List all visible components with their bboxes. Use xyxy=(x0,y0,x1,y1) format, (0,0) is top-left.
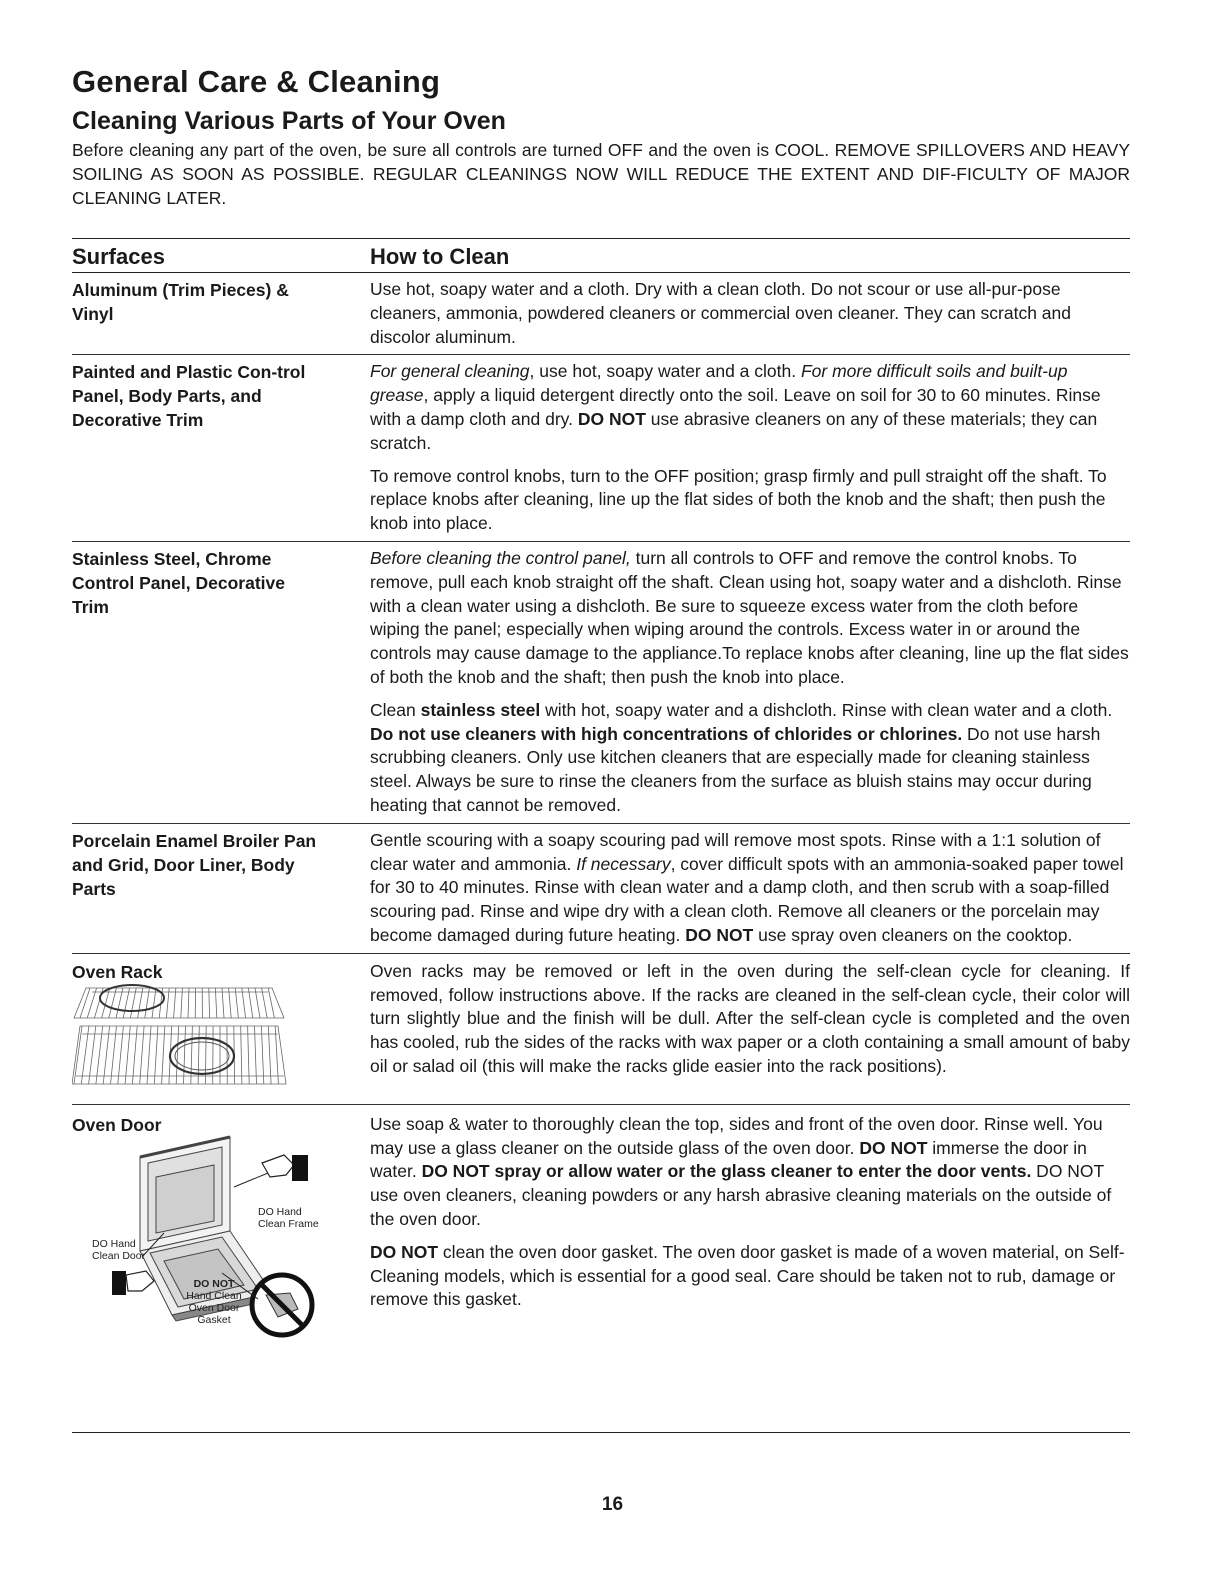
emphasis-text: DO NOT xyxy=(859,1137,928,1158)
emphasis-text: DO NOT xyxy=(577,408,646,429)
callout-hand-clean-frame: DO Hand Clean Frame xyxy=(258,1205,319,1230)
body-text: use spray oven cleaners on the cooktop. xyxy=(753,924,1073,945)
instruction-paragraph xyxy=(370,360,1130,455)
page-number: 16 xyxy=(601,1494,624,1515)
table-row xyxy=(72,542,1130,824)
surface-cell xyxy=(72,547,370,818)
footer-divider xyxy=(72,1432,1130,1433)
cleaning-table xyxy=(72,238,1130,1366)
how-to-clean-cell xyxy=(370,1113,1130,1361)
surface-name: Painted and Plastic Con-trol Panel, Body Parts, and Decorative Trim xyxy=(72,362,306,431)
body-text: turn all controls to OFF and remove the control knobs. To remove, pull each knob straight off the shaft. Clean using hot, soapy water and a dishcloth. Rinse with a clean water using a dishcloth. Be sure to squeeze excess water from the cloth before wiping the panel; especially when wiping around the controls. Excess water in or around the controls may cause damage to the appliance.To replace knobs after cleaning, line up the flat sides of both the knob and the shaft; then push the knob into place. xyxy=(370,547,1129,687)
body-text: , cover difficult spots with an ammonia-soaked paper towel for 30 to 40 minutes. Rinse with clean water and a damp cloth, and then scrub with a soap-filled scouring pad. Rinse and wipe dry with a clean cloth. Remove all cleaners or the porcelain may become damaged during future heating. xyxy=(370,853,1124,945)
emphasis-text: Do not use cleaners with high concentrations of chlorides or chlorines. xyxy=(370,723,963,744)
table-row xyxy=(72,355,1130,542)
how-to-clean-cell xyxy=(370,360,1130,536)
body-text: immerse the door in water. xyxy=(370,1137,1087,1182)
surface-name: Porcelain Enamel Broiler Pan and Grid, Door Liner, Body Parts xyxy=(72,830,317,899)
emphasis-text: DO NOT xyxy=(370,1241,439,1262)
emphasis-text: DO NOT xyxy=(685,924,754,945)
instruction-paragraph xyxy=(370,699,1130,818)
body-text: Use hot, soapy water and a cloth. Dry with a clean cloth. Do not scour or use all-pur-pose cleaners, ammonia, powdered cleaners or commercial oven cleaner. They can scratch and discolor aluminum. xyxy=(370,279,1071,347)
callout-gasket: DO NOT Hand Clean Oven Door Gasket xyxy=(186,1277,242,1326)
body-text: clean the oven door gasket. The oven door gasket is made of a woven material, on Self-Cleaning models, which is essential for a good seal. Care should be taken not to rub, damage or remove this gasket. xyxy=(370,1241,1125,1310)
surface-cell xyxy=(72,960,370,1099)
body-text: with hot, soapy water and a dishcloth. Rinse with clean water and a cloth. xyxy=(540,699,1113,720)
callout-hand-clean-door: DO Hand Clean Door xyxy=(92,1237,146,1262)
surface-cell xyxy=(72,360,370,536)
oven-rack-illustration xyxy=(72,976,292,1094)
section-title: Cleaning Various Parts of Your Oven xyxy=(72,107,506,135)
body-text: Do not use harsh scrubbing cleaners. Only use kitchen cleaners that are especially made for cleaning stainless steel. Always be sure to rinse the cleaners from the surface as bluish stains may occur during heating that cannot be removed. xyxy=(370,723,1101,815)
italic-text: Before cleaning the control panel, xyxy=(370,547,631,568)
body-text: , use hot, soapy water and a cloth. xyxy=(529,361,801,382)
italic-text: For more difficult soils and built-up grease xyxy=(370,361,1068,406)
body-text: Gentle scouring with a soapy scouring pad will remove most spots. Rinse with a 1:1 solution of clear water and ammonia. xyxy=(370,829,1101,874)
table-row xyxy=(72,824,1130,954)
hand-icon-frame xyxy=(234,1155,308,1187)
body-text: Oven racks may be removed or left in the oven during the self-clean cycle for cleaning. If removed, follow instructions above. If the racks are cleaned in the self-clean cycle, their color will turn slightly blue and the finish will be dull. After the self-clean cycle is completed and the oven has cooled, rub the sides of the racks with wax paper or a cloth containing a small amount of baby oil or salad oil (this will make the racks glide easier into the rack positions). xyxy=(370,960,1130,1076)
body-text: Clean xyxy=(370,699,421,720)
surface-name: Aluminum (Trim Pieces) & Vinyl xyxy=(72,280,289,324)
emphasis-text: DO NOT spray or allow water or the glass cleaner to enter the door vents. xyxy=(421,1161,1032,1182)
how-to-clean-cell xyxy=(370,278,1130,349)
table-row xyxy=(72,1105,1130,1366)
surface-name: Oven Rack xyxy=(72,961,163,982)
instruction-paragraph xyxy=(370,1113,1130,1232)
body-text: , apply a liquid detergent directly onto the soil. Leave on soil for 30 to 60 minutes. Rinse with a damp cloth and dry. xyxy=(370,385,1101,429)
instruction-paragraph xyxy=(370,278,1130,349)
instruction-paragraph xyxy=(370,960,1130,1079)
table-body xyxy=(72,273,1130,1366)
body-text: use abrasive cleaners on any of these materials; they can scratch. xyxy=(370,408,1098,453)
italic-text: For general cleaning xyxy=(370,361,530,382)
surface-name: Stainless Steel, Chrome Control Panel, Decorative Trim xyxy=(72,548,285,617)
table-header xyxy=(72,239,1130,273)
surface-cell xyxy=(72,829,370,948)
column-header-surfaces: Surfaces xyxy=(72,244,165,269)
intro-text: Before cleaning any part of the oven, be sure all controls are turned OFF and the oven is COOL. REMOVE SPILLOVERS AND HEAVY SOILING AS SOON AS POSSIBLE. REGULAR CLEANINGS NOW WILL REDUCE THE EXTENT AND DIF-FICULTY OF MAJOR CLEANING LATER. xyxy=(72,140,1130,208)
how-to-clean-cell xyxy=(370,547,1130,818)
instruction-paragraph xyxy=(370,465,1130,536)
table-row xyxy=(72,273,1130,355)
emphasis-text: stainless steel xyxy=(420,699,541,720)
page-title: General Care & Cleaning xyxy=(72,64,441,99)
body-text: Use soap & water to thoroughly clean the top, sides and front of the oven door. Rinse well. You may use a glass cleaner on the outside glass of the oven door. xyxy=(370,1113,1103,1158)
how-to-clean-cell xyxy=(370,829,1130,948)
instruction-paragraph xyxy=(370,1241,1130,1312)
surface-cell xyxy=(72,1113,370,1361)
italic-text: If necessary xyxy=(576,853,671,874)
table-row xyxy=(72,954,1130,1105)
instruction-paragraph xyxy=(370,829,1130,948)
page xyxy=(72,62,1130,1366)
oven-door-illustration xyxy=(72,1133,332,1348)
how-to-clean-cell xyxy=(370,960,1130,1099)
body-text: To remove control knobs, turn to the OFF position; grasp firmly and pull straight off the shaft. To replace knobs after cleaning, line up the flat sides of both the knob and the shaft; then push the knob into place. xyxy=(370,465,1107,534)
surface-cell xyxy=(72,278,370,349)
body-text: DO NOT use oven cleaners, cleaning powders or any harsh abrasive cleaning materials on the outside of the oven door. xyxy=(370,1161,1112,1229)
instruction-paragraph xyxy=(370,547,1130,690)
surface-name: Oven Door xyxy=(72,1114,162,1135)
column-header-how-to-clean: How to Clean xyxy=(370,244,510,269)
